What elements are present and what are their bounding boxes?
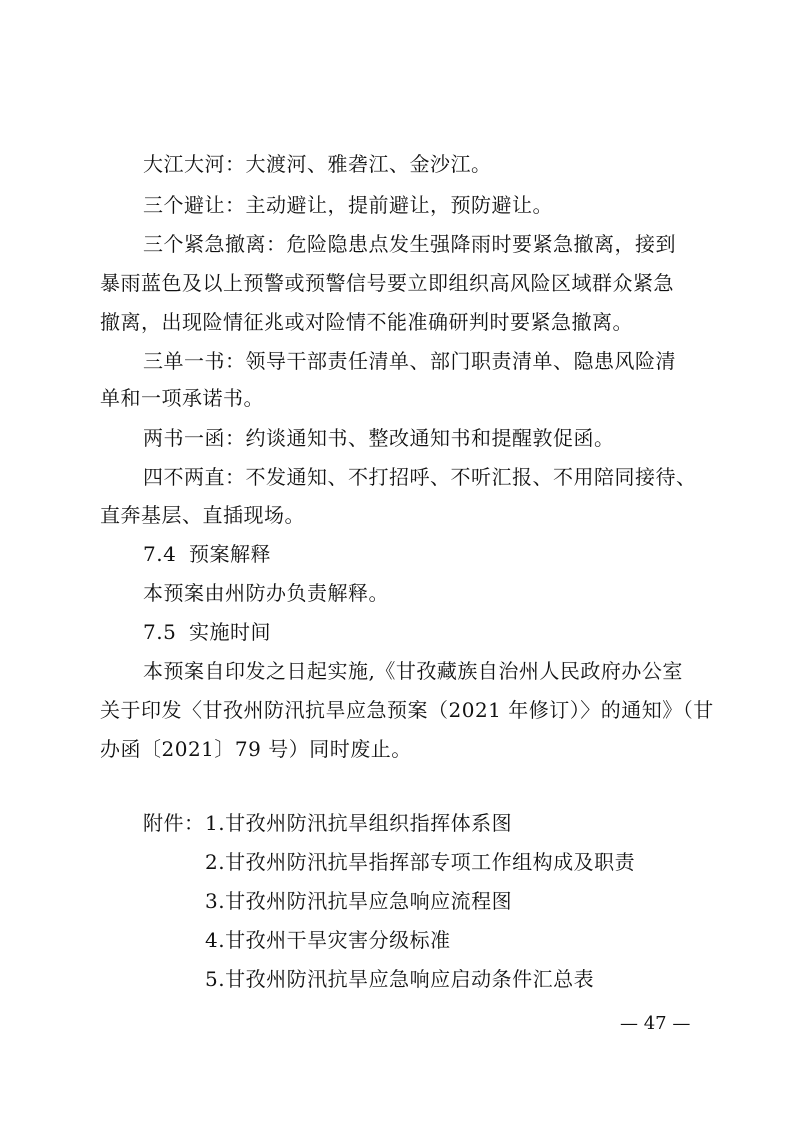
paragraph-evacuation-line-2: 暴雨蓝色及以上预警或预警信号要立即组织高风险区域群众紧急	[100, 271, 674, 295]
paragraph-two-books: 两书一函：约谈通知书、整改通知书和提醒敦促函。	[143, 426, 615, 450]
section-7-4-body: 本预案由州防办负责解释。	[143, 581, 389, 605]
paragraph-three-lists-line-2: 单和一项承诺书。	[100, 386, 264, 410]
section-title: 预案解释	[189, 542, 271, 566]
paragraph-three-lists-line-1: 三单一书：领导干部责任清单、部门职责清单、隐患风险清	[143, 349, 676, 373]
section-title: 实施时间	[189, 620, 271, 644]
section-number: 7.5	[143, 620, 177, 644]
attachment-item: 2.甘孜州防汛抗旱指挥部专项工作组构成及职责	[205, 850, 636, 874]
attachments-label: 附件：	[143, 811, 205, 835]
attachment-item: 5.甘孜州防汛抗旱应急响应启动条件汇总表	[205, 967, 595, 991]
paragraph-four-no-line-1: 四不两直：不发通知、不打招呼、不听汇报、不用陪同接待、	[143, 465, 697, 489]
paragraph-three-avoid: 三个避让：主动避让，提前避让，预防避让。	[143, 193, 553, 217]
section-7-5-body-line-3: 办函〔2021〕79 号）同时废止。	[100, 737, 412, 761]
page-number: — 47 —	[620, 1013, 691, 1034]
attachment-item: 1.甘孜州防汛抗旱组织指挥体系图	[205, 811, 513, 835]
paragraph-rivers: 大江大河：大渡河、雅砻江、金沙江。	[143, 152, 492, 176]
section-heading-7-5	[143, 619, 271, 645]
paragraph-evacuation-line-1: 三个紧急撤离：危险隐患点发生强降雨时要紧急撤离，接到	[143, 232, 676, 256]
paragraph-evacuation-line-3: 撤离，出现险情征兆或对险情不能准确研判时要紧急撤离。	[100, 310, 633, 334]
section-number: 7.4	[143, 542, 177, 566]
attachment-item: 4.甘孜州干旱灾害分级标准	[205, 928, 451, 952]
section-7-5-body-line-1: 本预案自印发之日起实施,《甘孜藏族自治州人民政府办公室	[143, 659, 683, 683]
paragraph-four-no-line-2: 直奔基层、直插现场。	[100, 503, 305, 527]
section-heading-7-4	[143, 541, 271, 567]
section-7-5-body-line-2: 关于印发〈甘孜州防汛抗旱应急预案（2021 年修订）〉的通知》（甘	[100, 698, 714, 722]
attachment-item: 3.甘孜州防汛抗旱应急响应流程图	[205, 889, 513, 913]
